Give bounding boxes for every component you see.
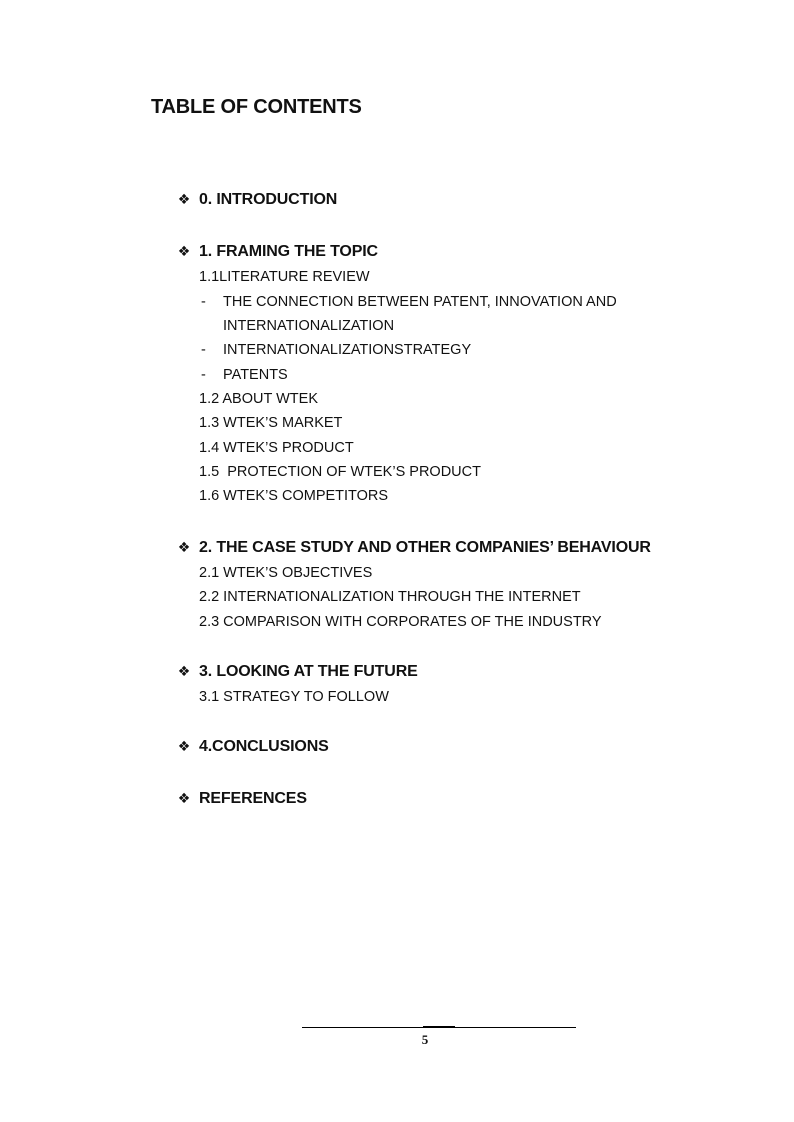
footer-divider-mark <box>423 1026 455 1028</box>
toc-entry-strategy-to-follow: 3.1 STRATEGY TO FOLLOW <box>199 689 389 705</box>
toc-entry-protection-of-product: 1.5 PROTECTION OF WTEK’S PRODUCT <box>199 464 481 480</box>
toc-heading-framing-the-topic: 1. FRAMING THE TOPIC <box>199 243 378 260</box>
toc-entry-wtek-product: 1.4 WTEK’S PRODUCT <box>199 440 354 456</box>
toc-entry-comparison-corporates: 2.3 COMPARISON WITH CORPORATES OF THE INDUSTRY <box>199 614 602 630</box>
page-title: TABLE OF CONTENTS <box>151 96 362 118</box>
toc-entry-about-wtek: 1.2 ABOUT WTEK <box>199 391 318 407</box>
diamond-dots-bullet-icon: ❖ <box>177 791 191 807</box>
toc-dash: - <box>201 294 206 310</box>
toc-entry-internationalization-internet: 2.2 INTERNATIONALIZATION THROUGH THE INTERNET <box>199 589 581 605</box>
toc-heading-case-study: 2. THE CASE STUDY AND OTHER COMPANIES’ BEHAVIOUR <box>199 539 651 556</box>
toc-heading-conclusions: 4.CONCLUSIONS <box>199 738 329 755</box>
toc-entry-patents: PATENTS <box>223 367 288 383</box>
toc-heading-references: REFERENCES <box>199 790 307 807</box>
toc-entry-literature-review: 1.1LITERATURE REVIEW <box>199 269 370 285</box>
toc-heading-looking-at-future: 3. LOOKING AT THE FUTURE <box>199 663 418 680</box>
diamond-dots-bullet-icon: ❖ <box>177 739 191 755</box>
toc-entry-wtek-market: 1.3 WTEK’S MARKET <box>199 415 343 431</box>
toc-entry-internationalization-strategy: INTERNATIONALIZATIONSTRATEGY <box>223 342 472 358</box>
diamond-dots-bullet-icon: ❖ <box>177 664 191 680</box>
toc-dash: - <box>201 367 206 383</box>
diamond-dots-bullet-icon: ❖ <box>177 244 191 260</box>
toc-dash: - <box>201 342 206 358</box>
page-number: 5 <box>421 1032 429 1047</box>
toc-entry-connection-patent-innovation: THE CONNECTION BETWEEN PATENT, INNOVATION AND <box>223 294 617 310</box>
toc-entry-wtek-competitors: 1.6 WTEK’S COMPETITORS <box>199 488 389 504</box>
diamond-dots-bullet-icon: ❖ <box>177 540 191 556</box>
toc-heading-introduction: 0. INTRODUCTION <box>199 191 338 208</box>
toc-entry-connection-continued: INTERNATIONALIZATION <box>223 318 395 334</box>
toc-entry-wtek-objectives: 2.1 WTEK’S OBJECTIVES <box>199 565 373 581</box>
diamond-dots-bullet-icon: ❖ <box>177 192 191 208</box>
